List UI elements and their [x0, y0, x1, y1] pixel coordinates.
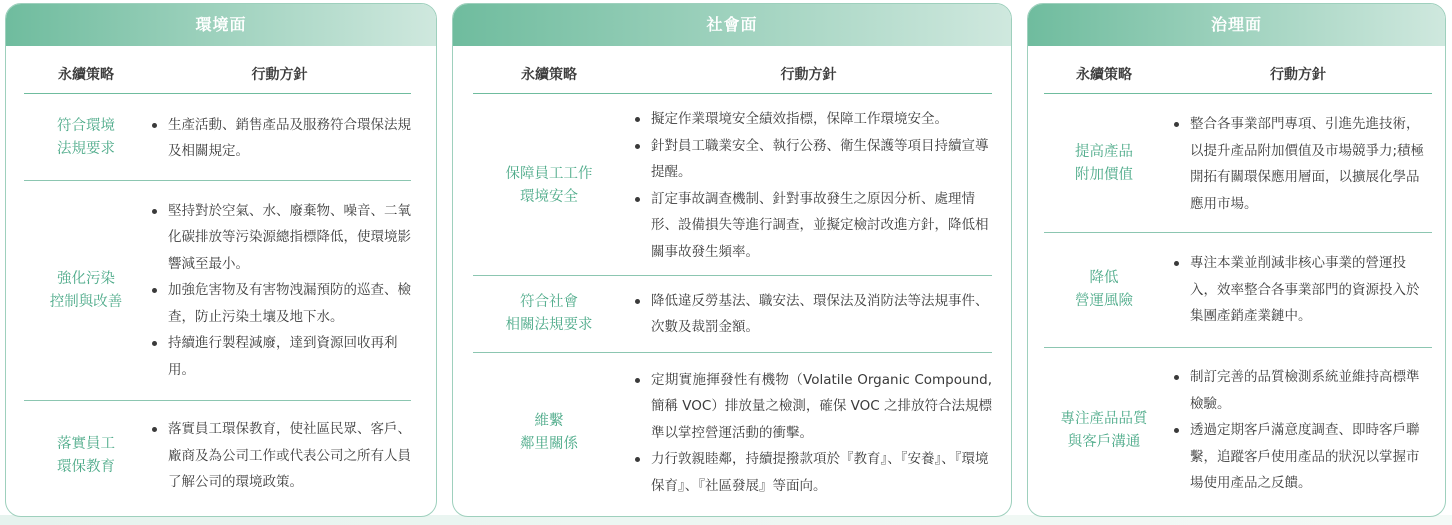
action-list [1170, 348, 1432, 513]
panel-title: 治理面 [1028, 4, 1445, 46]
action-item: 力行敦親睦鄰，持續提撥款項於『教育』、『安養』、『環境保育』、『社區發展』等面向。 [631, 446, 992, 499]
column-header [473, 56, 992, 94]
action-list [1170, 96, 1432, 232]
strategy-label: 提高產品 附加價值 [1075, 144, 1133, 183]
table-row [24, 181, 411, 401]
column-header [24, 56, 411, 94]
action-header: 行動方針 [780, 67, 837, 83]
action-item: 加強危害物及有害物洩漏預防的巡查、檢查，防止污染土壤及地下水。 [148, 277, 411, 330]
action-header: 行動方針 [1270, 67, 1326, 83]
action-item: 訂定事故調查機制、針對事故發生之原因分析、處理情形、設備損失等進行調查，並擬定檢討改進方針，降低相關事故發生頻率。 [631, 186, 992, 266]
action-header: 行動方針 [251, 67, 308, 83]
action-item: 生產活動、銷售產品及服務符合環保法規及相關規定。 [148, 112, 411, 165]
action-item: 整合各事業部門專項、引進先進技術，以提升產品附加價值及市場競爭力;積極開拓有關環保應用層面，以擴展化學品應用市場。 [1170, 111, 1432, 217]
action-item: 專注本業並削減非核心事業的營運投入，效率整合各事業部門的資源投入於集團產銷產業鏈中。 [1170, 250, 1432, 330]
table-row [473, 96, 992, 276]
action-list [631, 276, 992, 352]
action-list [631, 96, 992, 275]
action-list [148, 401, 411, 511]
action-item: 落實員工環保教育，使社區民眾、客戶、廠商及為公司工作或代表公司之所有人員了解公司的環境政策。 [148, 416, 411, 496]
environment-panel [5, 3, 437, 517]
table-row [1044, 233, 1432, 348]
action-item: 透過定期客戶滿意度調查、即時客戶聯繫，追蹤客戶使用產品的狀況以掌握市場使用產品之反饋。 [1170, 417, 1432, 497]
column-header [1044, 56, 1432, 94]
table-row [1044, 348, 1432, 513]
action-item: 制訂完善的品質檢測系統並維持高標準檢驗。 [1170, 364, 1432, 417]
action-item: 定期實施揮發性有機物（Volatile Organic Compound, 簡稱 VOC）排放量之檢測，確保 VOC 之排放符合法規標準以掌控營運活動的衝擊。 [631, 367, 992, 447]
strategy-label: 維繫 鄰里關係 [520, 413, 578, 452]
action-item: 持續進行製程減廢，達到資源回收再利用。 [148, 330, 411, 383]
action-item: 擬定作業環境安全績效指標，保障工作環境安全。 [631, 106, 992, 133]
action-list [631, 353, 992, 513]
strategy-label: 保障員工工作 環境安全 [505, 165, 593, 205]
society-panel [452, 3, 1012, 517]
strategy-label: 符合環境 法規要求 [57, 118, 115, 157]
strategy-header: 永續策略 [1076, 67, 1132, 83]
panel-title: 社會面 [453, 4, 1011, 46]
table-row [1044, 96, 1432, 233]
table-row [473, 276, 992, 353]
table-row [24, 401, 411, 511]
strategy-label: 專注產品品質 與客戶溝通 [1060, 410, 1148, 450]
strategy-header: 永續策略 [58, 67, 114, 83]
action-item: 降低違反勞基法、職安法、環保法及消防法等法規事件、次數及裁罰金額。 [631, 288, 992, 341]
strategy-header: 永續策略 [521, 67, 577, 83]
strategy-label: 落實員工 環保教育 [57, 436, 115, 475]
strategy-label: 降低 營運風險 [1075, 270, 1133, 309]
strategy-label: 符合社會 相關法規要求 [505, 294, 593, 333]
table-row [473, 353, 992, 513]
strategy-label: 強化污染 控制與改善 [49, 270, 123, 310]
panel-title: 環境面 [6, 4, 436, 46]
action-item: 針對員工職業安全、執行公務、衛生保護等項目持續宣導提醒。 [631, 133, 992, 186]
action-list [1170, 233, 1432, 347]
action-list [148, 181, 411, 400]
action-item: 堅持對於空氣、水、廢棄物、噪音、二氧化碳排放等污染源總指標降低，使環境影響減至最小。 [148, 198, 411, 278]
action-list [148, 96, 411, 180]
governance-panel [1027, 3, 1446, 517]
table-row [24, 96, 411, 181]
